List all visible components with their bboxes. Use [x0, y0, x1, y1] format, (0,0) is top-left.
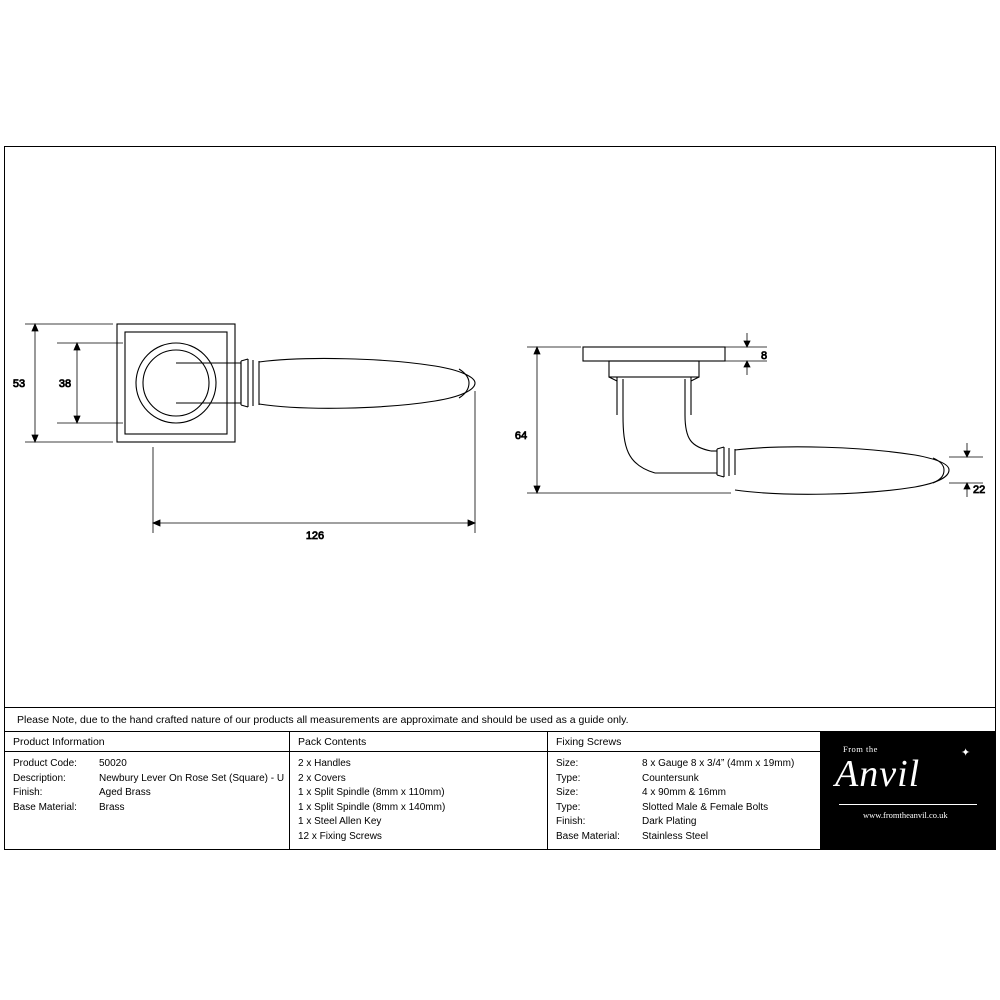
product-code-row — [13, 757, 289, 772]
fixing-row — [556, 772, 820, 787]
finish-label: Finish: — [13, 787, 43, 798]
list-item: 1 x Split Spindle (8mm x 110mm) — [298, 787, 445, 798]
dim-label-38: 38 — [58, 378, 72, 390]
dim-label-22: 22 — [973, 484, 986, 496]
list-item: 2 x Covers — [298, 772, 346, 784]
fixing-type-value: Countersunk — [642, 772, 699, 784]
product-information-body — [5, 752, 289, 815]
measurement-note: Please Note, due to the hand crafted nature of our products all measurements are approximate and should be used as a guide only. — [5, 707, 995, 732]
base-material-value: Brass — [99, 801, 125, 813]
logo-url: www.fromtheanvil.co.uk — [863, 810, 948, 820]
fixing-base-material-value: Stainless Steel — [642, 830, 709, 842]
list-item: 2 x Handles — [298, 758, 351, 769]
logo-main-text: Anvil — [835, 753, 921, 795]
dim-label-126: 126 — [305, 530, 325, 542]
product-technical-drawing — [5, 147, 995, 707]
base-material-row — [13, 801, 289, 816]
star-icon: ✦ — [961, 747, 971, 759]
fixing-row — [556, 786, 820, 801]
product-information-heading: Product Information — [5, 732, 289, 752]
fixing-type2-label: Type: — [556, 801, 581, 813]
base-material-label: Base Material: — [13, 801, 77, 813]
fixing-row — [556, 757, 820, 772]
drawing-area — [5, 147, 995, 707]
dimension-plate-thickness — [725, 333, 767, 375]
fixing-type2-value: Slotted Male & Female Bolts — [642, 801, 769, 813]
fixing-screws-column — [548, 732, 821, 849]
fixing-size-value: 8 x Gauge 8 x 3/4” (4mm x 19mm) — [642, 758, 795, 769]
fixing-screws-heading: Fixing Screws — [548, 732, 820, 752]
logo-divider — [839, 804, 977, 805]
product-code-label: Product Code: — [13, 758, 77, 769]
product-information-column — [5, 732, 290, 849]
logo-top-text: From the — [843, 744, 878, 754]
dimension-front-inner-height — [57, 343, 123, 423]
fixing-size2-value: 4 x 90mm & 16mm — [642, 787, 726, 798]
fixing-base-material-label: Base Material: — [556, 830, 620, 842]
list-item: 12 x Fixing Screws — [298, 830, 382, 842]
side-view — [583, 347, 949, 494]
product-code-value: 50020 — [99, 758, 127, 769]
fixing-row — [556, 815, 820, 830]
description-row — [13, 772, 289, 787]
brand-logo-column — [821, 732, 995, 849]
pack-contents-body — [290, 752, 547, 844]
dim-label-8: 8 — [761, 350, 768, 362]
list-item: 1 x Split Spindle (8mm x 140mm) — [298, 801, 446, 813]
dim-label-64: 64 — [514, 430, 528, 442]
fixing-size-label: Size: — [556, 758, 579, 769]
fixing-row — [556, 830, 820, 845]
pack-contents-heading: Pack Contents — [290, 732, 547, 752]
fixing-finish-value: Dark Plating — [642, 816, 697, 827]
fixing-row — [556, 801, 820, 816]
fixing-size2-label: Size: — [556, 787, 579, 798]
front-view — [117, 324, 475, 442]
fixing-finish-label: Finish: — [556, 816, 586, 827]
description-label: Description: — [13, 772, 66, 784]
dim-label-53: 53 — [12, 378, 26, 390]
list-item: 1 x Steel Allen Key — [298, 816, 382, 827]
finish-row — [13, 786, 289, 801]
description-value: Newbury Lever On Rose Set (Square) - U — [99, 772, 285, 784]
fixing-type-label: Type: — [556, 772, 581, 784]
brand-logo — [821, 732, 995, 849]
fixing-screws-body — [548, 752, 820, 844]
pack-contents-column — [290, 732, 548, 849]
finish-value: Aged Brass — [99, 787, 151, 798]
technical-drawing-sheet — [4, 146, 996, 850]
dimension-lever-depth — [949, 443, 985, 497]
information-strip — [5, 732, 995, 849]
